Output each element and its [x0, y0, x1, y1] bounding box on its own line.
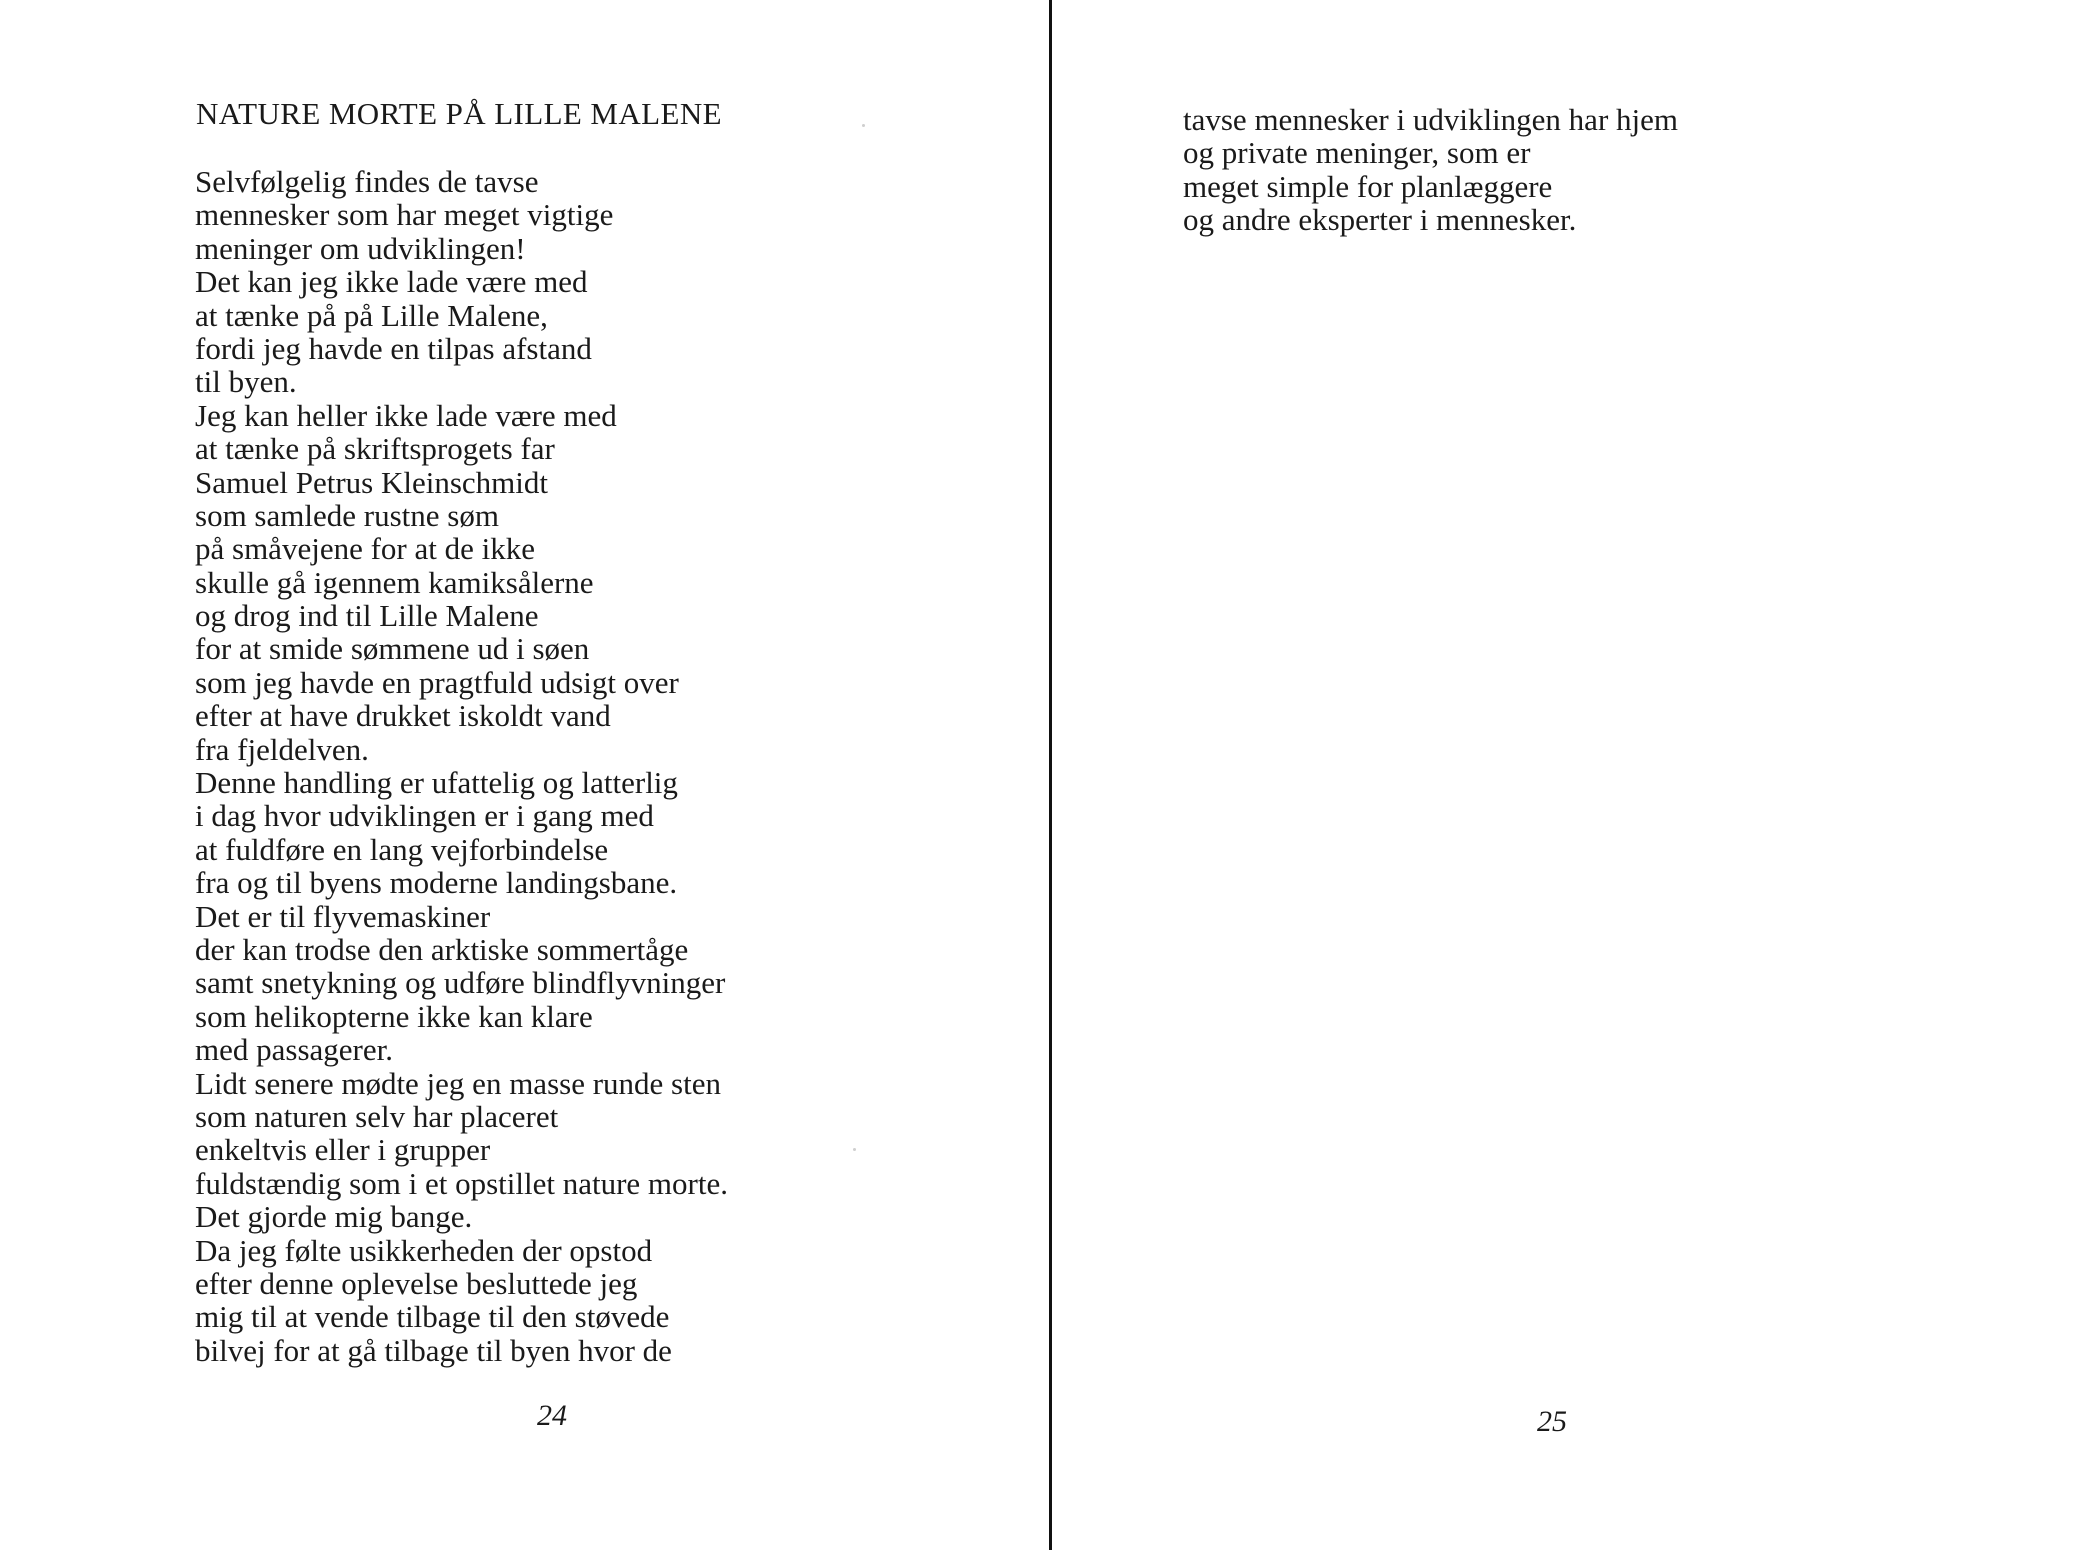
- poem-line: Da jeg følte usikkerheden der opstod: [195, 1232, 653, 1268]
- poem-line: fuldstændig som i et opstillet nature morte.: [195, 1165, 728, 1201]
- poem-line: Det er til flyvemaskiner: [195, 898, 491, 934]
- poem-line: at tænke på på Lille Malene,: [195, 297, 548, 333]
- poem-line: i dag hvor udviklingen er i gang med: [195, 798, 654, 834]
- poem-line: som jeg havde en pragtfuld udsigt over: [195, 664, 679, 700]
- paper-speck: [862, 124, 865, 127]
- poem-line: bilvej for at gå tilbage til byen hvor de: [195, 1332, 672, 1368]
- poem-line: Selvfølgelig findes de tavse: [195, 164, 539, 199]
- left-page: [0, 0, 1049, 1550]
- poem-line: og private meninger, som er: [1183, 135, 1531, 171]
- poem-line: som naturen selv har placeret: [195, 1098, 559, 1134]
- poem-line: samt snetykning og udføre blindflyvninger: [195, 965, 726, 1001]
- poem-line: fordi jeg havde en tilpas afstand: [195, 330, 592, 366]
- poem-line: på småvejene for at de ikke: [195, 531, 535, 567]
- paper-speck: [853, 1148, 856, 1151]
- poem-line: meget simple for planlæggere: [1183, 168, 1553, 204]
- poem-line: Lidt senere mødte jeg en masse runde sten: [195, 1065, 721, 1101]
- poem-line: at tænke på skriftsprogets far: [195, 431, 555, 467]
- poem-line: Samuel Petrus Kleinschmidt: [195, 464, 549, 500]
- poem-lines-right: [1183, 103, 1678, 237]
- poem-line: tavse mennesker i udviklingen har hjem: [1183, 102, 1679, 137]
- poem-line: meninger om udviklingen!: [195, 230, 526, 266]
- poem-line: fra fjeldelven.: [195, 731, 369, 767]
- poem-lines-left: [195, 165, 728, 1367]
- page-number-left: 24: [537, 1399, 567, 1432]
- page-number-right: 25: [1537, 1405, 1567, 1438]
- poem-line: efter at have drukket iskoldt vand: [195, 698, 611, 734]
- poem-title: NATURE MORTE PÅ LILLE MALENE: [196, 96, 722, 131]
- poem-line: og andre eksperter i mennesker.: [1183, 202, 1577, 238]
- poem-line: Jeg kan heller ikke lade være med: [195, 397, 617, 433]
- poem-line: med passagerer.: [195, 1032, 393, 1068]
- poem-line: Det gjorde mig bange.: [195, 1199, 473, 1235]
- poem-line: for at smide sømmene ud i søen: [195, 631, 590, 667]
- poem-line: at fuldføre en lang vejforbindelse: [195, 831, 609, 867]
- poem-line: og drog ind til Lille Malene: [195, 598, 539, 634]
- poem-line: fra og til byens moderne landingsbane.: [195, 865, 678, 901]
- right-page: [1052, 0, 2100, 1550]
- poem-line: der kan trodse den arktiske sommertåge: [195, 931, 689, 967]
- poem-line: som helikopterne ikke kan klare: [195, 998, 593, 1034]
- poem-line: efter denne oplevelse besluttede jeg: [195, 1265, 638, 1301]
- poem-line: mennesker som har meget vigtige: [195, 197, 614, 233]
- poem-line: Denne handling er ufattelig og latterlig: [195, 765, 678, 801]
- poem-line: mig til at vende tilbage til den støvede: [195, 1299, 670, 1335]
- poem-line: Det kan jeg ikke lade være med: [195, 264, 588, 300]
- poem-line: som samlede rustne søm: [195, 497, 499, 533]
- poem-line: til byen.: [195, 364, 297, 400]
- poem-line: skulle gå igennem kamiksålerne: [195, 564, 594, 600]
- poem-line: enkeltvis eller i grupper: [195, 1132, 491, 1168]
